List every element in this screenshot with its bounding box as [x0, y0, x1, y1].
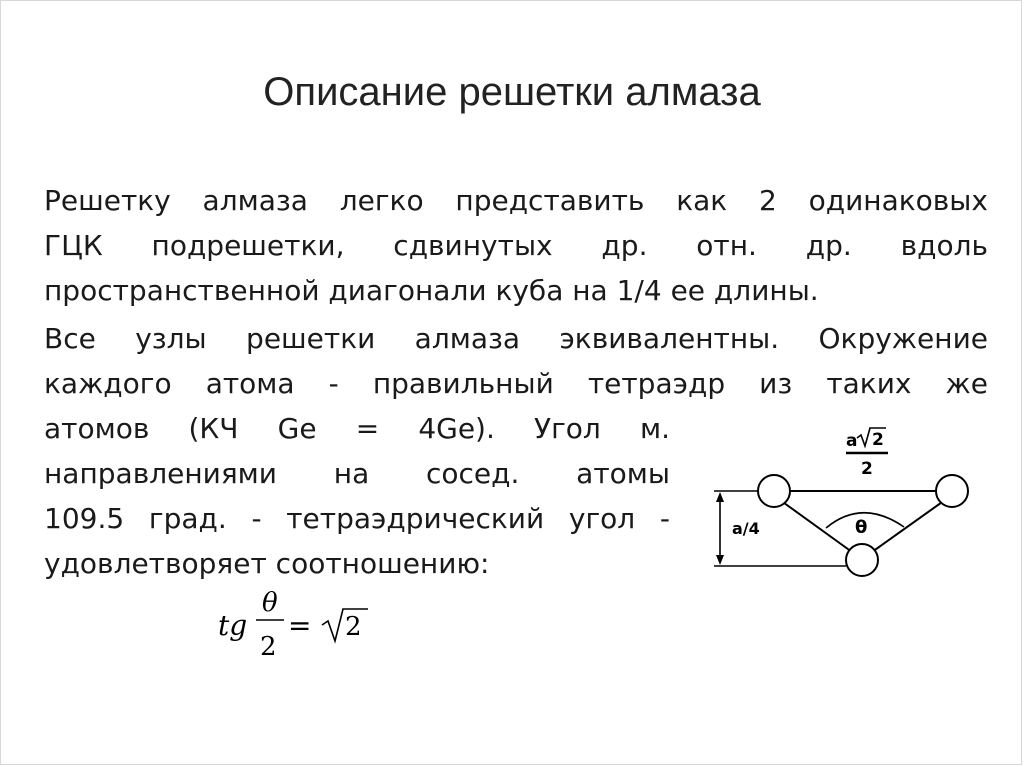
slide-title: Описание решетки алмаза [263, 70, 761, 114]
text-line: Все узлы решетки алмаза эквивалентны. Окружение [44, 322, 988, 355]
angle-label: θ [855, 517, 868, 538]
top-distance-label [846, 428, 888, 479]
side-label: a/4 [732, 519, 760, 538]
text-line: каждого атома - правильный тетраэдр из таких же [44, 367, 988, 400]
formula-equals: = [288, 609, 312, 642]
atom-bottom [846, 544, 878, 576]
text-line: атомов (КЧ Ge = 4Ge). Угол м. [44, 412, 670, 445]
text-line: 109.5 град. - тетраэдрический угол - [44, 502, 670, 535]
left-bond-line [780, 500, 852, 552]
top-label-den: 2 [861, 459, 873, 479]
paragraph-tetrahedral-angle [44, 406, 670, 586]
atom-right [936, 475, 968, 507]
right-bond-line [872, 500, 945, 552]
formula-tg: tg [218, 609, 248, 642]
formula-sqrt-arg: 2 [345, 612, 362, 642]
atom-left [758, 475, 790, 507]
text-line: удовлетворяет соотношению: [44, 547, 490, 580]
text-line: ГЦК подрешетки, сдвинутых др. отн. др. вдоль [44, 229, 988, 262]
formula-denominator: 2 [260, 632, 277, 660]
text-line: направлениями на сосед. атомы [44, 457, 670, 490]
paragraph-equivalence [44, 316, 988, 406]
top-label-sqrt-arg: 2 [872, 430, 884, 450]
paragraph-lattice-description [44, 178, 988, 313]
formula-numerator: θ [262, 588, 278, 618]
tangent-formula [218, 585, 388, 660]
text-line: Решетку алмаза легко представить как 2 одинаковых [44, 184, 988, 217]
dimension-arrow-down [716, 555, 724, 565]
dimension-arrow-up [716, 492, 724, 502]
top-label-a: a [846, 431, 858, 451]
text-line: пространственной диагонали куба на 1/4 ее длины. [44, 274, 819, 307]
tetrahedron-angle-diagram [712, 418, 982, 583]
